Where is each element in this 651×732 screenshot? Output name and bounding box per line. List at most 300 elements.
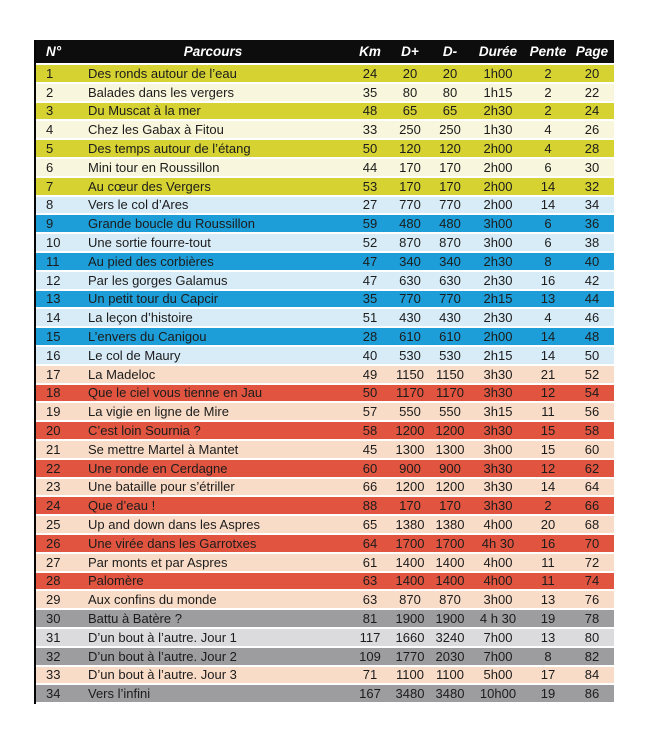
cell-number: 10	[46, 235, 61, 251]
cell-pente: 14	[540, 347, 556, 363]
cell-route-name: Un petit tour du Capcir	[88, 291, 219, 307]
cell-number: 31	[46, 629, 61, 645]
cell-dminus: 480	[439, 216, 461, 232]
cell-dminus: 630	[439, 272, 461, 288]
cell-dminus: 430	[439, 310, 461, 326]
cell-route-name: Mini tour en Roussillon	[88, 159, 220, 175]
cell-page: 86	[584, 686, 600, 702]
cell-route-name: La vigie en ligne de Mire	[88, 404, 229, 420]
cell-dminus: 1300	[435, 441, 465, 457]
table-row	[36, 253, 614, 270]
cell-pente: 8	[544, 253, 552, 269]
cell-page: 60	[584, 441, 600, 457]
cell-km: 40	[362, 347, 378, 363]
cell-km: 24	[362, 65, 378, 81]
cell-route-name: Le col de Maury	[88, 347, 181, 363]
cell-dplus: 1100	[396, 667, 424, 683]
cell-km: 81	[362, 611, 378, 626]
table-row	[36, 234, 614, 251]
cell-page: 70	[584, 535, 600, 551]
cell-number: 21	[46, 441, 61, 457]
cell-dplus: 770	[399, 291, 421, 307]
cell-page: 64	[584, 479, 600, 495]
cell-route-name: Des temps autour de l’étang	[88, 141, 251, 157]
cell-page: 38	[584, 235, 600, 251]
col-header-pente: Pente	[529, 44, 567, 59]
cell-dplus: 870	[399, 235, 421, 251]
cell-number: 23	[46, 479, 61, 495]
table-row	[36, 103, 614, 120]
cell-dplus: 1150	[396, 366, 424, 382]
cell-page: 36	[584, 216, 600, 232]
cell-duree: 5h00	[483, 667, 513, 683]
cell-duree: 4h00	[483, 554, 513, 570]
table-row	[36, 667, 614, 684]
cell-duree: 2h00	[483, 159, 513, 175]
cell-dplus: 630	[399, 272, 421, 288]
table-row	[36, 422, 614, 439]
table-row	[36, 121, 614, 138]
table-row	[36, 159, 614, 176]
cell-route-name: Une sortie fourre-tout	[88, 235, 211, 251]
cell-route-name: Une virée dans les Garrotxes	[88, 535, 257, 551]
table-row	[36, 648, 614, 665]
cell-km: 57	[362, 404, 378, 420]
cell-dplus: 1300	[395, 441, 425, 457]
cell-number: 8	[46, 197, 54, 213]
cell-page: 62	[584, 460, 600, 476]
cell-km: 50	[362, 141, 378, 157]
table-row	[36, 65, 614, 82]
cell-dplus: 80	[402, 84, 418, 100]
cell-dplus: 1200	[395, 479, 425, 495]
cell-route-name: Aux confins du monde	[88, 592, 217, 608]
cell-pente: 6	[544, 235, 552, 251]
cell-dplus: 20	[402, 65, 418, 81]
cell-dminus: 250	[439, 122, 461, 138]
cell-route-name: La leçon d’histoire	[88, 310, 193, 326]
table-row	[36, 291, 614, 308]
cell-route-name: D’un bout à l’autre. Jour 3	[88, 667, 237, 683]
cell-pente: 19	[540, 686, 556, 702]
cell-dminus: 530	[439, 347, 461, 363]
cell-dplus: 1900	[395, 611, 425, 626]
cell-route-name: D’un bout à l’autre. Jour 2	[88, 648, 237, 664]
cell-page: 28	[584, 141, 600, 157]
cell-dminus: 870	[439, 592, 461, 608]
cell-route-name: Palomère	[88, 573, 144, 589]
cell-route-name: D’un bout à l’autre. Jour 1	[88, 629, 237, 645]
cell-dminus: 120	[439, 141, 461, 157]
cell-pente: 21	[540, 366, 556, 382]
cell-number: 19	[46, 404, 61, 420]
cell-km: 58	[362, 423, 378, 439]
cell-route-name: Des ronds autour de l’eau	[88, 65, 237, 81]
table-row	[36, 497, 614, 514]
cell-page: 84	[584, 667, 600, 683]
cell-dplus: 170	[399, 498, 421, 514]
cell-route-name: Chez les Gabax à Fitou	[88, 122, 224, 138]
table-row	[36, 629, 614, 646]
cell-route-name: Au pied des corbières	[88, 253, 214, 269]
table-row	[36, 215, 614, 232]
col-header-duree: Durée	[478, 44, 518, 59]
cell-duree: 3h00	[483, 235, 513, 251]
cell-pente: 14	[540, 479, 556, 495]
cell-duree: 3h30	[483, 366, 513, 382]
cell-duree: 4h00	[483, 517, 513, 533]
cell-dminus: 1200	[435, 423, 465, 439]
cell-duree: 3h00	[483, 592, 513, 608]
cell-duree: 1h30	[483, 122, 513, 138]
cell-pente: 11	[541, 554, 555, 570]
cell-number: 27	[46, 554, 61, 570]
cell-duree: 2h15	[483, 347, 513, 363]
cell-route-name: Up and down dans les Aspres	[88, 517, 260, 533]
cell-dplus: 1660	[395, 629, 425, 645]
cell-pente: 16	[540, 272, 556, 288]
cell-pente: 14	[540, 329, 556, 345]
cell-duree: 3h30	[483, 460, 513, 476]
cell-number: 16	[46, 347, 61, 363]
cell-duree: 3h30	[483, 385, 513, 401]
cell-pente: 15	[540, 423, 556, 439]
cell-duree: 2h00	[483, 178, 513, 194]
cell-page: 44	[584, 291, 600, 307]
cell-dminus: 80	[442, 84, 458, 100]
cell-page: 48	[584, 329, 600, 345]
cell-number: 26	[46, 535, 61, 551]
cell-pente: 16	[540, 535, 556, 551]
cell-dplus: 170	[399, 178, 421, 194]
cell-number: 7	[46, 178, 54, 194]
cell-route-name: Se mettre Martel à Mantet	[88, 441, 239, 457]
cell-page: 30	[584, 159, 600, 175]
cell-dplus: 770	[399, 197, 421, 213]
cell-dminus: 65	[442, 103, 458, 119]
cell-dplus: 530	[399, 347, 421, 363]
cell-duree: 3h30	[483, 498, 513, 514]
cell-km: 71	[362, 667, 378, 683]
cell-dminus: 20	[442, 65, 458, 81]
cell-route-name: Une ronde en Cerdagne	[88, 460, 228, 476]
cell-dminus: 1400	[435, 554, 465, 570]
cell-km: 35	[362, 291, 378, 307]
table-row	[36, 309, 614, 326]
cell-dminus: 170	[439, 498, 461, 514]
cell-number: 29	[46, 592, 61, 608]
cell-dplus: 1200	[395, 423, 425, 439]
cell-page: 74	[584, 573, 600, 589]
table-row	[36, 441, 614, 458]
cell-pente: 19	[540, 611, 556, 626]
cell-number: 28	[46, 573, 61, 589]
cell-km: 117	[359, 629, 381, 645]
cell-km: 64	[362, 535, 378, 551]
cell-km: 48	[362, 103, 378, 119]
table-body	[36, 65, 614, 702]
cell-km: 52	[362, 235, 378, 251]
cell-dplus: 65	[402, 103, 418, 119]
table-row	[36, 347, 614, 364]
cell-page: 50	[584, 347, 600, 363]
cell-dminus: 1170	[436, 385, 464, 401]
cell-number: 32	[46, 648, 61, 664]
cell-page: 24	[584, 103, 600, 119]
cell-page: 46	[584, 310, 600, 326]
cell-pente: 12	[540, 460, 556, 476]
cell-pente: 13	[540, 629, 556, 645]
table-row	[36, 535, 614, 552]
cell-page: 58	[584, 423, 600, 439]
cell-number: 25	[46, 517, 61, 533]
cell-page: 34	[584, 197, 600, 213]
cell-duree: 2h00	[483, 329, 513, 345]
cell-km: 88	[362, 498, 378, 514]
cell-dminus: 340	[439, 253, 461, 269]
cell-km: 167	[359, 686, 381, 702]
cell-pente: 6	[544, 216, 552, 232]
table-row	[36, 460, 614, 477]
cell-dminus: 1380	[435, 517, 465, 533]
cell-number: 13	[46, 291, 61, 307]
cell-number: 17	[46, 366, 61, 382]
cell-km: 47	[362, 253, 378, 269]
cell-pente: 20	[540, 517, 556, 533]
cell-number: 2	[46, 84, 54, 100]
cell-dplus: 1400	[395, 573, 425, 589]
cell-number: 3	[46, 103, 54, 119]
cell-pente: 4	[544, 310, 552, 326]
table-row	[36, 516, 614, 533]
cell-dplus: 340	[399, 253, 421, 269]
cell-route-name: Par les gorges Galamus	[88, 272, 228, 288]
cell-number: 11	[46, 253, 60, 269]
cell-km: 49	[362, 366, 378, 382]
table-row	[36, 554, 614, 571]
cell-km: 53	[362, 178, 378, 194]
cell-pente: 13	[540, 592, 556, 608]
cell-dminus: 1900	[435, 611, 465, 626]
cell-pente: 13	[540, 291, 556, 307]
cell-km: 51	[362, 310, 378, 326]
cell-km: 63	[362, 592, 378, 608]
routes-table	[34, 40, 614, 704]
cell-dminus: 3480	[435, 686, 465, 702]
cell-page: 54	[584, 385, 600, 401]
cell-km: 60	[362, 460, 378, 476]
cell-duree: 2h15	[483, 291, 513, 307]
cell-km: 109	[359, 648, 381, 664]
cell-dplus: 1400	[395, 554, 425, 570]
table-row	[36, 140, 614, 157]
cell-dminus: 3240	[435, 629, 465, 645]
cell-dminus: 170	[439, 159, 461, 175]
cell-dminus: 550	[439, 404, 461, 420]
table-row	[36, 366, 614, 383]
cell-number: 6	[46, 159, 54, 175]
table-row	[36, 385, 614, 402]
table-row	[36, 403, 614, 420]
cell-route-name: Par monts et par Aspres	[88, 554, 228, 570]
cell-duree: 3h15	[483, 404, 513, 420]
cell-page: 66	[584, 498, 600, 514]
cell-dplus: 170	[399, 159, 421, 175]
cell-dplus: 3480	[395, 686, 425, 702]
cell-page: 82	[584, 648, 600, 664]
cell-dminus: 1200	[435, 479, 465, 495]
col-header-parcours: Parcours	[183, 44, 243, 59]
cell-route-name: L’envers du Canigou	[88, 329, 207, 345]
cell-pente: 11	[541, 404, 555, 420]
cell-dminus: 170	[439, 178, 461, 194]
cell-number: 5	[46, 141, 54, 157]
cell-dplus: 870	[399, 592, 421, 608]
cell-page: 22	[584, 84, 600, 100]
cell-pente: 17	[540, 667, 556, 683]
cell-pente: 2	[544, 84, 552, 100]
cell-pente: 2	[544, 65, 552, 81]
cell-dplus: 1770	[395, 648, 425, 664]
cell-dplus: 1700	[395, 535, 425, 551]
table-row	[36, 479, 614, 496]
cell-number: 34	[46, 686, 61, 702]
cell-duree: 2h00	[483, 141, 513, 157]
cell-km: 47	[362, 272, 378, 288]
cell-dplus: 430	[399, 310, 421, 326]
cell-dplus: 250	[399, 122, 421, 138]
cell-km: 45	[362, 441, 378, 457]
cell-page: 26	[584, 122, 600, 138]
cell-route-name: Une bataille pour s’étriller	[88, 479, 235, 495]
cell-pente: 4	[544, 122, 552, 138]
cell-dminus: 770	[439, 291, 461, 307]
cell-km: 65	[362, 517, 378, 533]
cell-pente: 4	[544, 141, 552, 157]
cell-page: 52	[584, 366, 600, 382]
cell-duree: 2h30	[483, 103, 513, 119]
cell-pente: 8	[544, 648, 552, 664]
cell-route-name: Du Muscat à la mer	[88, 103, 201, 119]
cell-pente: 14	[540, 178, 556, 194]
cell-route-name: Balades dans les vergers	[88, 84, 234, 100]
cell-route-name: La Madeloc	[88, 366, 156, 382]
cell-duree: 2h30	[483, 253, 513, 269]
cell-route-name: C’est loin Sournia ?	[88, 423, 201, 439]
cell-duree: 10h00	[479, 686, 517, 702]
cell-number: 30	[46, 611, 61, 626]
cell-number: 1	[46, 65, 54, 81]
cell-km: 27	[362, 197, 378, 213]
cell-km: 59	[362, 216, 378, 232]
col-header-dplus: D+	[401, 44, 419, 59]
cell-dplus: 610	[399, 329, 421, 345]
cell-duree: 4h00	[483, 573, 513, 589]
table-row	[36, 328, 614, 345]
cell-km: 33	[362, 122, 378, 138]
cell-pente: 2	[544, 103, 552, 119]
cell-route-name: Que d’eau !	[88, 498, 156, 514]
cell-pente: 6	[544, 159, 552, 175]
cell-duree: 2h30	[483, 272, 513, 288]
cell-number: 15	[46, 329, 61, 345]
table-row	[36, 591, 614, 608]
cell-page: 72	[584, 554, 600, 570]
cell-dplus: 550	[399, 404, 421, 420]
cell-number: 22	[46, 460, 61, 476]
cell-number: 14	[46, 310, 61, 326]
table-row	[36, 610, 614, 627]
col-header-km: Km	[359, 44, 381, 59]
cell-dminus: 1700	[435, 535, 465, 551]
cell-dplus: 120	[399, 141, 421, 157]
table-row	[36, 573, 614, 590]
cell-duree: 3h30	[483, 479, 513, 495]
cell-km: 44	[362, 159, 378, 175]
cell-route-name: Grande boucle du Roussillon	[88, 216, 255, 232]
cell-route-name: Vers le col d’Ares	[88, 197, 189, 213]
table-row	[36, 178, 614, 195]
cell-pente: 11	[541, 573, 555, 589]
cell-dplus: 480	[399, 216, 421, 232]
table-row	[36, 685, 614, 702]
cell-number: 24	[46, 498, 61, 514]
cell-dminus: 1150	[436, 366, 464, 382]
table-header-row	[36, 40, 614, 63]
cell-duree: 4h 30	[481, 535, 515, 551]
table-row	[36, 197, 614, 214]
cell-km: 61	[362, 554, 378, 570]
cell-page: 40	[584, 253, 600, 269]
cell-page: 56	[584, 404, 600, 420]
cell-number: 9	[46, 216, 54, 232]
col-header-number: N°	[46, 44, 62, 59]
cell-page: 78	[584, 611, 600, 626]
cell-page: 68	[584, 517, 600, 533]
cell-page: 42	[584, 272, 600, 288]
col-header-page: Page	[575, 44, 609, 59]
cell-dminus: 1100	[436, 667, 464, 683]
table-row	[36, 84, 614, 101]
cell-duree: 7h00	[483, 629, 513, 645]
cell-km: 50	[362, 385, 378, 401]
cell-duree: 3h00	[483, 441, 513, 457]
cell-dminus: 610	[439, 329, 461, 345]
cell-route-name: Au cœur des Vergers	[88, 178, 211, 194]
cell-number: 4	[46, 122, 54, 138]
cell-page: 76	[584, 592, 600, 608]
cell-pente: 14	[540, 197, 556, 213]
cell-pente: 15	[540, 441, 556, 457]
cell-duree: 2h30	[483, 310, 513, 326]
cell-duree: 1h00	[483, 65, 513, 81]
cell-route-name: Battu à Batère ?	[88, 611, 182, 626]
cell-duree: 7h00	[483, 648, 513, 664]
cell-number: 18	[46, 385, 61, 401]
cell-duree: 2h00	[483, 197, 513, 213]
cell-route-name: Que le ciel vous tienne en Jau	[88, 385, 263, 401]
table-row	[36, 272, 614, 289]
cell-dminus: 770	[439, 197, 461, 213]
cell-km: 63	[362, 573, 378, 589]
cell-duree: 3h30	[483, 423, 513, 439]
cell-km: 28	[362, 329, 378, 345]
cell-km: 35	[362, 84, 378, 100]
cell-dminus: 1400	[435, 573, 465, 589]
cell-dplus: 1380	[395, 517, 425, 533]
cell-number: 20	[46, 423, 61, 439]
cell-duree: 3h00	[483, 216, 513, 232]
